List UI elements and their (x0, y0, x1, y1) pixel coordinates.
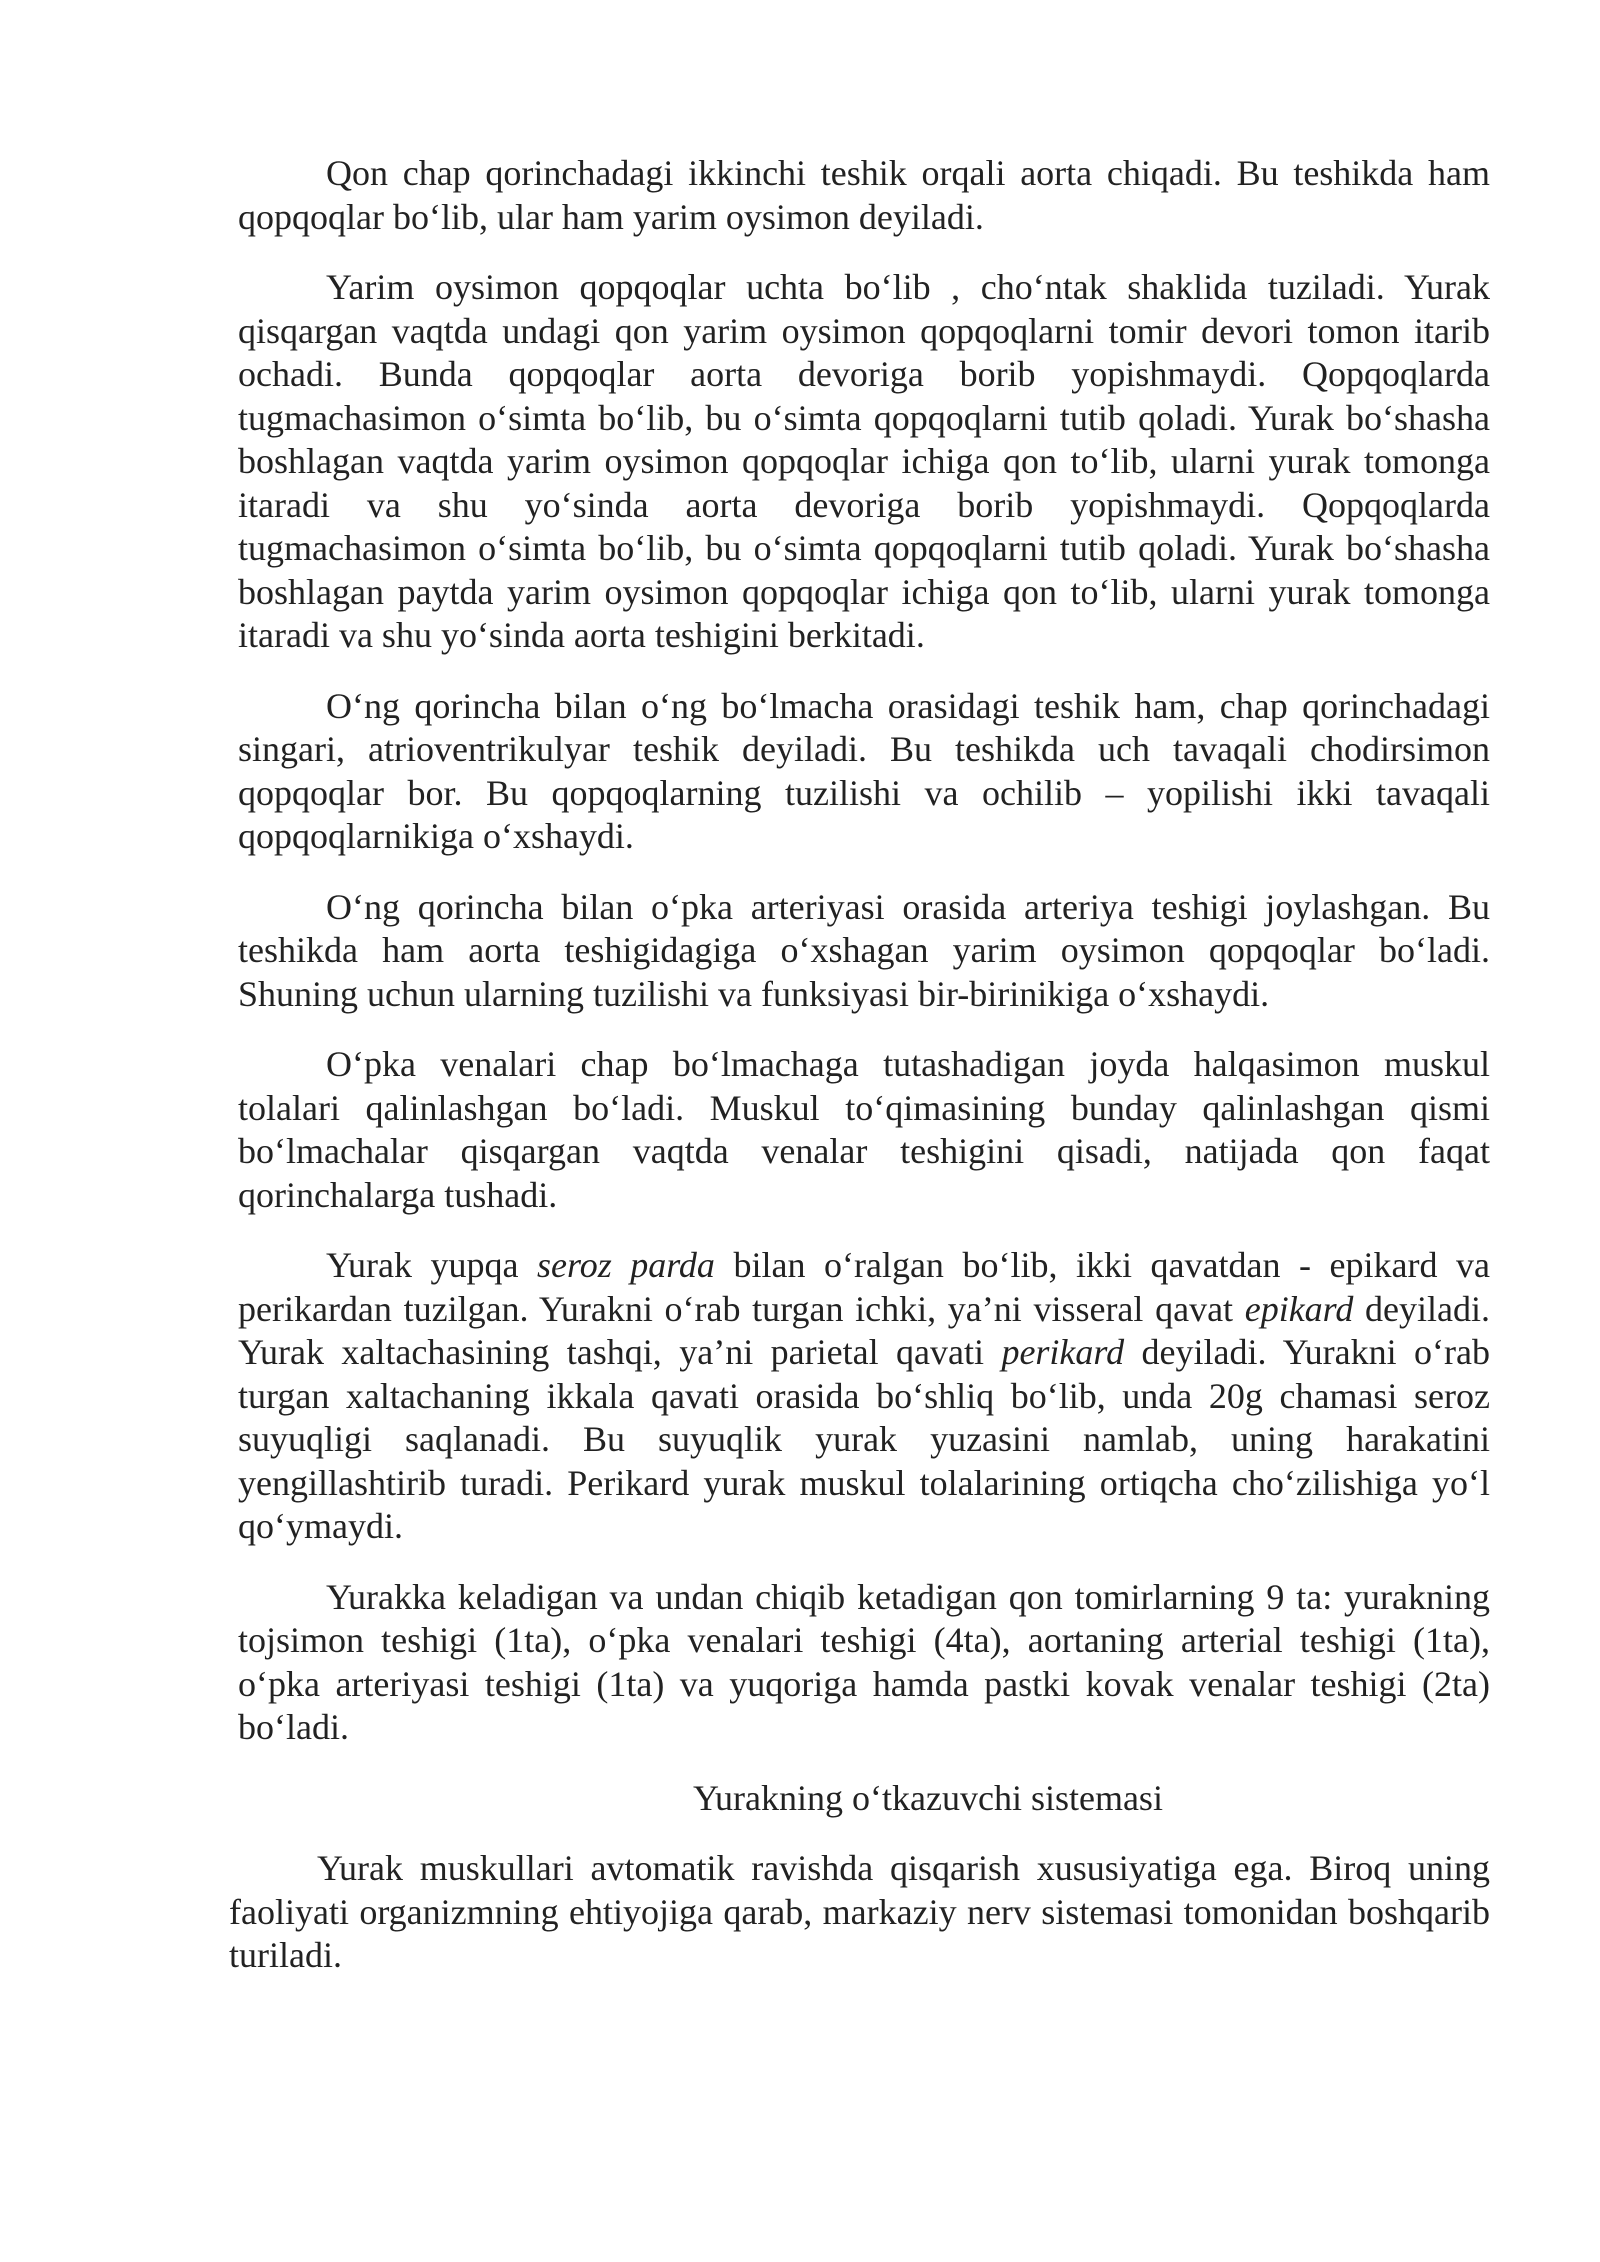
paragraph-pulmonary-veins: O‘pka venalari chap bo‘lmachaga tutashadigan joyda halqasimon muskul tolalari qalinlashgan bo‘ladi. Muskul to‘qimasining bunday qalinlashgan qismi bo‘lmachalar qisqargan vaqtda venalar teshigini qisadi, natijada qon faqat qorinchalarga tushadi. (238, 1044, 1490, 1215)
text-run: Yurak yupqa (326, 1245, 538, 1285)
paragraph-heart-automatism: Yurak muskullari avtomatik ravishda qisqarish xususiyatiga ega. Biroq uning faoliyati organizmning ehtiyojiga qarab, markaziy nerv sistemasi tomonidan boshqarib turiladi. (229, 1848, 1490, 1975)
text-column (229, 152, 1490, 2005)
text-run: bilan o‘ralgan bo‘lib, ikki qavatdan - epikard va perikardan tuzilgan. Yurakni o‘rab turgan ichki, ya’ni visseral qavat (238, 1245, 1490, 1329)
paragraph-vessel-openings: Yurakka keladigan va undan chiqib ketadigan qon tomirlarning 9 ta: yurakning tojsimon teshigi (1ta), o‘pka venalari teshigi (4ta), aortaning arterial teshigi (1ta), o‘pka arteriyasi teshigi (1ta) va yuqoriga hamda pastki kovak venalar teshigi (2ta) bo‘ladi. (238, 1576, 1490, 1747)
text-run: deyiladi. Yurakni o‘rab turgan xaltachaning ikkala qavati orasida bo‘shliq bo‘lib, unda 20g chamasi seroz suyuqligi saqlanadi. Bu suyuqlik yurak yuzasini namlab, uning harakatini yengillashtirib turadi. Perikard yurak muskul tolalarining ortiqcha cho‘zilishiga yo‘l qo‘ymaydi. (238, 1332, 1490, 1546)
paragraph-aorta-opening: Qon chap qorinchadagi ikkinchi teshik orqali aorta chiqadi. Bu teshikda ham qopqoqlar bo‘lib, ular ham yarim oysimon deyiladi. (238, 153, 1490, 237)
text-run: deyiladi. Yurak xaltachasining tashqi, ya’ni parietal qavati (238, 1288, 1490, 1372)
paragraph-pulmonary-artery: O‘ng qorincha bilan o‘pka arteriyasi orasida arteriya teshigi joylashgan. Bu teshikda ham aorta teshigidagiga o‘xshagan yarim oysimon qopqoqlar bo‘ladi. Shuning uchun ularning tuzilishi va funksiyasi bir-birinikiga o‘xshaydi. (238, 886, 1490, 1014)
italic-term-perikard: perikard (1001, 1332, 1125, 1372)
paragraph-semilunar-valves: Yarim oysimon qopqoqlar uchta bo‘lib , cho‘ntak shaklida tuziladi. Yurak qisqargan vaqtda undagi qon yarim oysimon qopqoqlarni tomir devori tomon itarib ochadi. Bunda qopqoqlar aorta devoriga borib yopishmaydi. Qopqoqlarda tugmachasimon o‘simta bo‘lib, bu o‘simta qopqoqlarni tutib qoladi. Yurak bo‘shasha boshlagan vaqtda yarim oysimon qopqoqlar ichiga qon to‘lib, ularni yurak tomonga itaradi va shu yo‘sinda aorta devoriga borib yopishmaydi. Qopqoqlarda tugmachasimon o‘simta bo‘lib, bu o‘simta qopqoqlarni tutib qoladi. Yurak bo‘shasha boshlagan paytda yarim oysimon qopqoqlar ichiga qon to‘lib, ularni yurak tomonga itaradi va shu yo‘sinda aorta teshigini berkitadi. (238, 267, 1490, 655)
paragraph-serous-membrane (238, 1244, 1490, 1549)
italic-term-seroz-parda: seroz parda (537, 1245, 715, 1285)
italic-term-epikard: epikard (1244, 1288, 1354, 1329)
paragraph-right-atrioventricular: O‘ng qorincha bilan o‘ng bo‘lmacha orasidagi teshik ham, chap qorinchadagi singari, atrioventrikulyar teshik deyiladi. Bu teshikda uch tavaqali chodirsimon qopqoqlar bor. Bu qopqoqlarning tuzilishi va ochilib – yopilishi ikki tavaqali qopqoqlarnikiga o‘xshaydi. (238, 685, 1490, 856)
section-heading: Yurakning o‘tkazuvchi sistemasi (693, 1777, 1163, 1818)
